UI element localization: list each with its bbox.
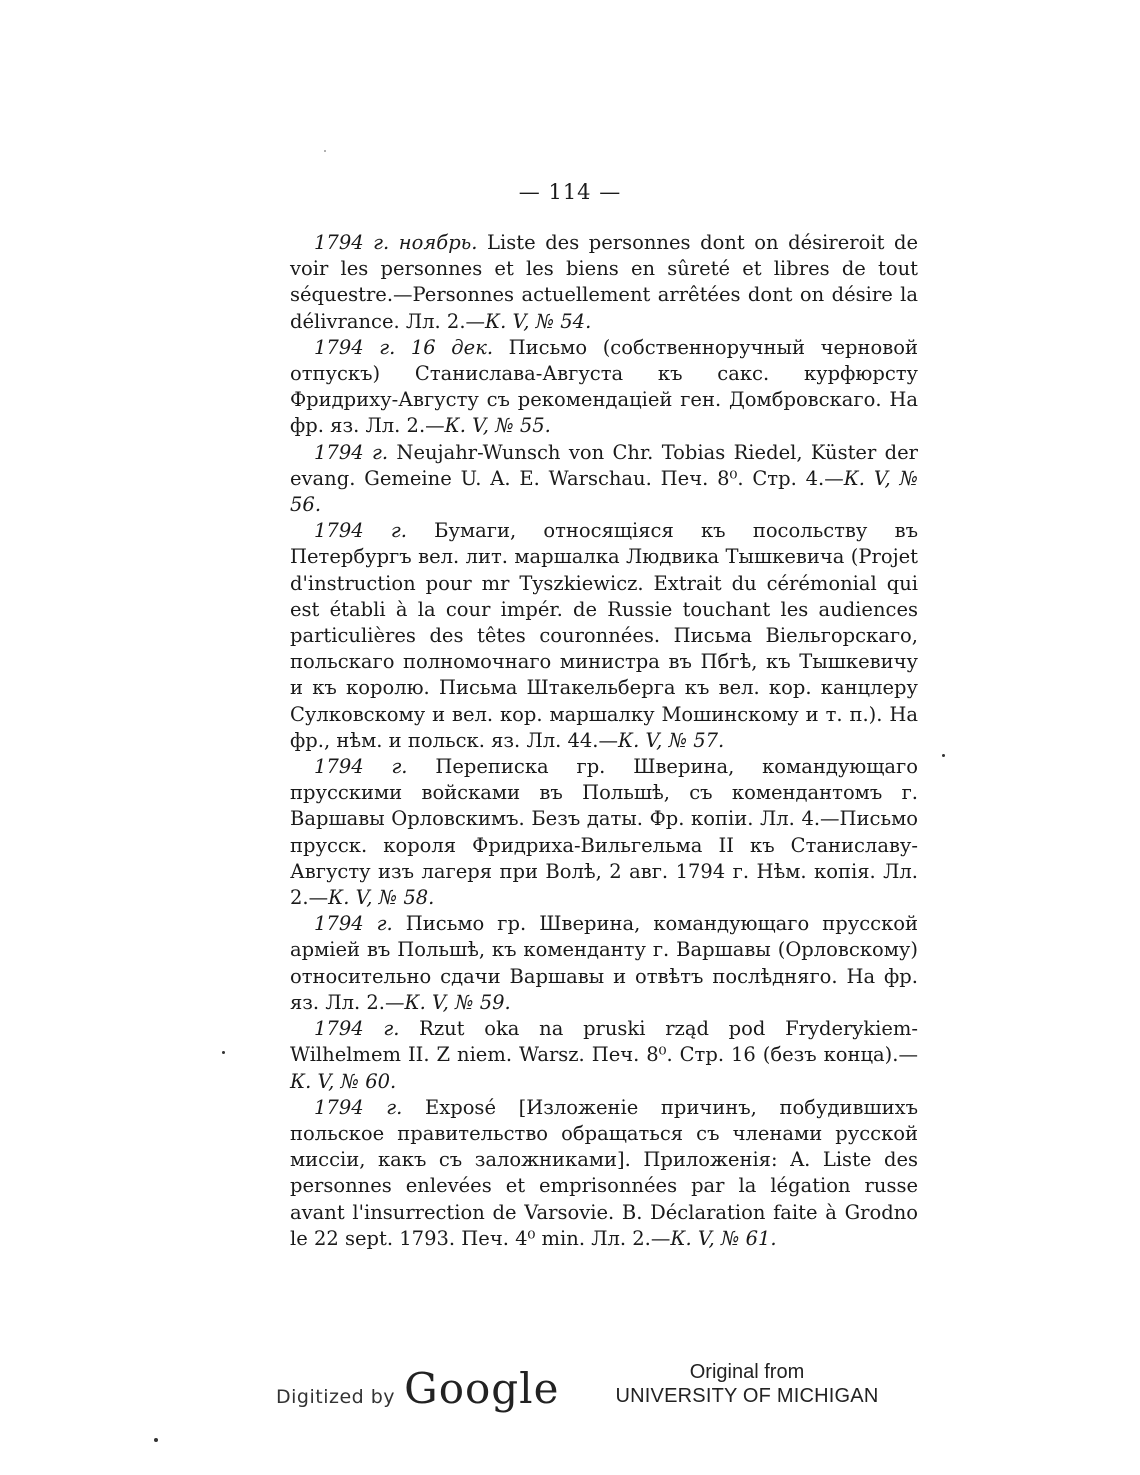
entry-date: 1794 г.	[314, 440, 389, 464]
page-number: — 114 —	[518, 180, 622, 204]
entry-text: Rzut oka na pruski rząd pod Fryderykiem-Wilhelmem II. Z niem. Warsz. Печ. 8⁰. Стр. 16 (безъ конца).—	[290, 1017, 918, 1067]
original-from-label: Original from	[689, 1361, 805, 1383]
entry-date: 1794 г.	[314, 912, 393, 936]
digitized-prefix: D	[276, 1386, 292, 1408]
entry-reference: К. V, № 59.	[404, 990, 511, 1014]
original-source	[612, 1360, 882, 1408]
entry-text: Liste des personnes dont on désireroit de voir les personnes et les biens en sûreté et libres de tout séquestre.—Personnes actuellement arrêtées dont on désire la délivrance. Лл. 2.—	[290, 231, 918, 333]
entry-reference: К. V, № 54.	[485, 309, 592, 333]
entry-reference: К. V, № 57.	[618, 728, 725, 752]
google-logo: Google	[404, 1364, 560, 1413]
entry-text: Письмо (собственноручный черновой отпускъ) Станислава-Августа къ сакс. курфюрсту Фридриху-Августу съ рекомендаціей ген. Домбровскаго. На фр. яз. Лл. 2.—	[290, 335, 918, 438]
entry-61	[290, 1095, 918, 1252]
entry-text: Письмо гр. Шверина, командующаго прусской арміей въ Польшѣ, къ коменданту г. Варшавы (Орловскому) относительно сдачи Варшавы и отвѣтъ послѣдняго. На фр. яз. Лл. 2.—	[290, 912, 918, 1014]
footer	[0, 1356, 1140, 1416]
entry-reference: К. V, № 56.	[290, 466, 919, 517]
digitized-by-google	[276, 1364, 559, 1413]
entry-date: 1794 г. 16 дек.	[314, 335, 494, 359]
entry-date: 1794 г.	[314, 519, 407, 543]
digitized-label: igitized by	[291, 1386, 396, 1408]
scan-speck	[324, 150, 326, 152]
entry-55	[290, 335, 918, 440]
entry-58	[290, 754, 918, 911]
scan-speck	[222, 1051, 225, 1054]
entry-date: 1794 г.	[314, 755, 408, 779]
entry-text: Бумаги, относящіяся къ посольству въ Петербургъ вел. лит. маршалка Людвика Тышкевича (Projet d'instruction pour mr Tyszkiewicz. Extrait du cérémonial qui est établi à la cour impér. de Russie touchant les audiences particulières des têtes couronnées. Письма Віельгорскаго, польскаго полномочнаго министра въ Пбгѣ, къ Тышкевичу и къ королю. Письма Штакельберга къ вел. кор. канцлеру Сулковскому и вел. кор. маршалку Мошинскому и т. п.). На фр., нѣм. и польск. яз. Лл. 44.—	[290, 519, 918, 752]
entry-reference: К. V, № 58.	[328, 886, 435, 910]
entry-60	[290, 1016, 918, 1095]
entry-date: 1794 г. ноябрь.	[314, 231, 478, 254]
entry-56	[290, 440, 918, 519]
entry-date: 1794 г.	[314, 1017, 400, 1041]
entry-text: Переписка гр. Шверина, командующаго прусскими войсками въ Польшѣ, съ комендантомъ г. Варшавы Орловскимъ. Безъ даты. Фр. копіи. Лл. 4.—Письмо прусск. короля Фридриха-Вильгельма II къ Станиславу-Августу изъ лагеря при Волѣ, 2 авг. 1794 г. Нѣм. копія. Лл. 2.—	[290, 755, 918, 910]
entry-reference: К. V, № 61.	[670, 1226, 777, 1250]
entry-text: Exposé [Изложеніе причинъ, побудившихъ польское правительство обращаться съ членами русской миссіи, какъ съ заложниками]. Приложенія: A. Liste des personnes enlevées et emprisonnées par la légation russe avant l'insurrection de Varsovie. B. Déclaration faite à Grodno le 22 sept. 1793. Печ. 4⁰ min. Лл. 2.—	[290, 1095, 918, 1250]
entry-reference: К. V, № 55.	[444, 414, 551, 438]
document-body	[290, 230, 918, 1252]
entry-57	[290, 518, 918, 754]
entry-54	[290, 230, 918, 335]
entry-reference: К. V, № 60.	[290, 1069, 397, 1093]
entry-date: 1794 г.	[314, 1095, 403, 1119]
scan-speck	[154, 1438, 158, 1442]
entry-text: Neujahr-Wunsch von Chr. Tobias Riedel, Küster der evang. Gemeine U. A. E. Warschau. Печ. 8⁰. Стр. 4.—	[290, 440, 918, 490]
scan-speck	[942, 754, 945, 757]
university-label: UNIVERSITY OF MICHIGAN	[615, 1385, 879, 1407]
entry-59	[290, 911, 918, 1016]
